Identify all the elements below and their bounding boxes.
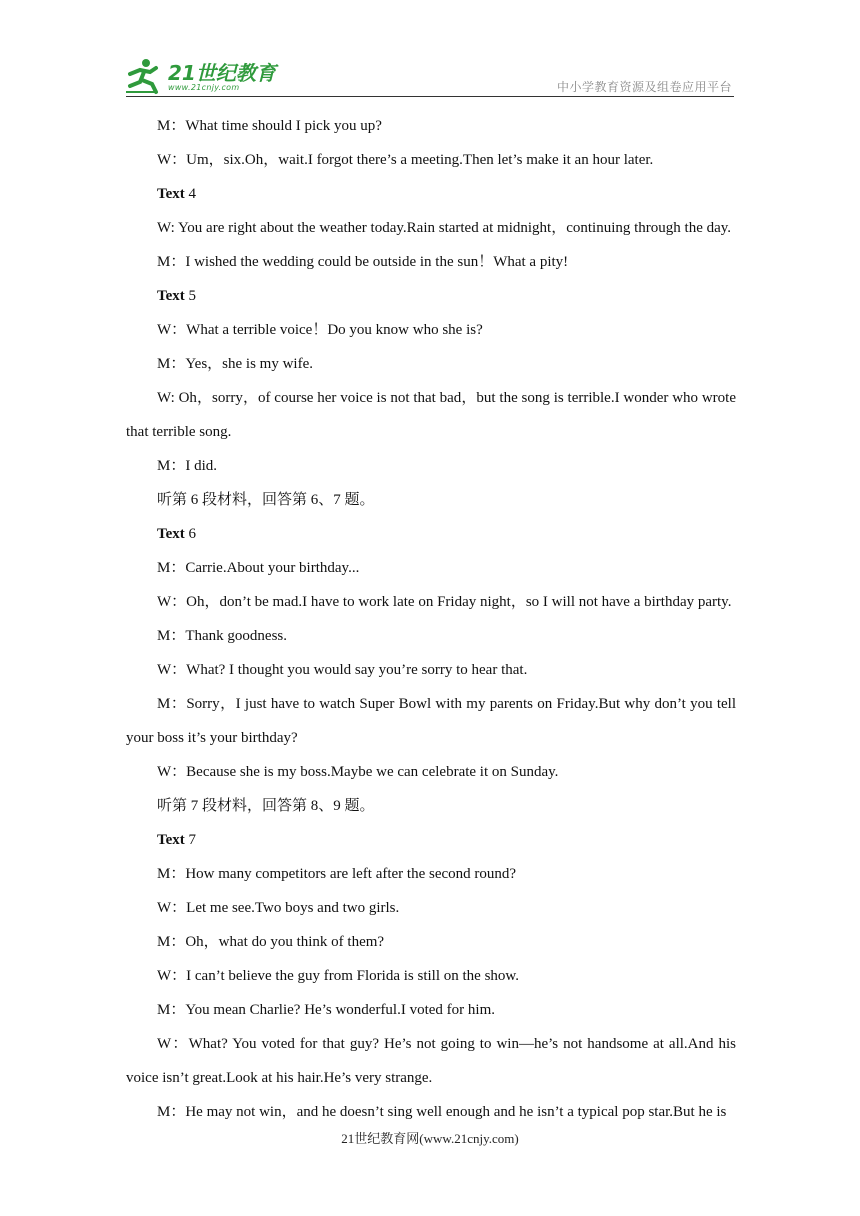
section-heading-label: Text: [157, 288, 185, 304]
section-heading-label: Text: [157, 832, 185, 848]
dialogue-line: W: You are right about the weather today.Rain started at midnight，continuing through the day.: [157, 220, 732, 236]
dialogue-line: M：What time should I pick you up?: [157, 118, 382, 134]
dialogue-line: W：Because she is my boss.Maybe we can celebrate it on Sunday.: [157, 764, 559, 780]
dialogue-line: W: Oh，sorry，of course her voice is not that bad，but the song is terrible.I wonder who wrote that terrible song.: [126, 390, 740, 440]
section-heading-number: 5: [184, 288, 197, 304]
dialogue-line: M：You mean Charlie? He’s wonderful.I voted for him.: [157, 1002, 495, 1018]
section-heading: [126, 279, 736, 313]
dialogue-line: M：He may not win，and he doesn’t sing well enough and he isn’t a typical pop star.But he is: [157, 1104, 727, 1120]
section-heading: [126, 517, 736, 551]
dialogue-line: W：I can’t believe the guy from Florida is still on the show.: [157, 968, 520, 984]
dialogue-line: W：Oh，don’t be mad.I have to work late on Friday night，so I will not have a birthday party.: [157, 594, 732, 610]
section-heading-number: 6: [184, 526, 197, 542]
header-tagline: 中小学教育资源及组卷应用平台: [556, 80, 732, 94]
dialogue-line: M：Thank goodness.: [157, 628, 287, 644]
dialogue-line: M：How many competitors are left after the second round?: [157, 866, 517, 882]
section-heading-number: 7: [184, 832, 197, 848]
dialogue-line: W：Um，six.Oh，wait.I forgot there’s a meeting.Then let’s make it an hour later.: [157, 152, 654, 168]
dialogue-line: M：Carrie.About your birthday...: [157, 560, 360, 576]
dialogue-line: M：Sorry，I just have to watch Super Bowl with my parents on Friday.But why don’t you tell your boss it’s your birthday?: [126, 696, 740, 746]
section-heading: [126, 823, 736, 857]
section-heading: [126, 177, 736, 211]
dialogue-line: 听第 7 段材料，回答第 8、9 题。: [157, 798, 375, 814]
transcript-body: [126, 109, 740, 1129]
dialogue-line: M：I wished the wedding could be outside in the sun！What a pity!: [157, 254, 569, 270]
dialogue-line: W：What? You voted for that guy? He’s not going to win—he’s not handsome at all.And his voice isn’t great.Look at his hair.He’s very strange.: [126, 1036, 740, 1086]
page-footer: 21世纪教育网(www.21cnjy.com): [341, 1131, 519, 1146]
section-heading-number: 4: [184, 186, 197, 202]
dialogue-line: M：I did.: [157, 458, 218, 474]
section-heading-label: Text: [157, 186, 185, 202]
dialogue-line: W：Let me see.Two boys and two girls.: [157, 900, 400, 916]
dialogue-line: M：Yes，she is my wife.: [157, 356, 313, 372]
brand-logo: [126, 56, 296, 96]
dialogue-line: 听第 6 段材料，回答第 6、7 题。: [157, 492, 375, 508]
dialogue-line: W：What a terrible voice！Do you know who she is?: [157, 322, 483, 338]
logo-url: www.21cnjy.com: [168, 83, 240, 92]
section-heading-label: Text: [157, 526, 185, 542]
page-header: [126, 56, 734, 97]
dialogue-line: M：Oh，what do you think of them?: [157, 934, 385, 950]
dialogue-line: W：What? I thought you would say you’re sorry to hear that.: [157, 662, 528, 678]
logo-wordmark: 21世纪教育: [168, 61, 276, 85]
